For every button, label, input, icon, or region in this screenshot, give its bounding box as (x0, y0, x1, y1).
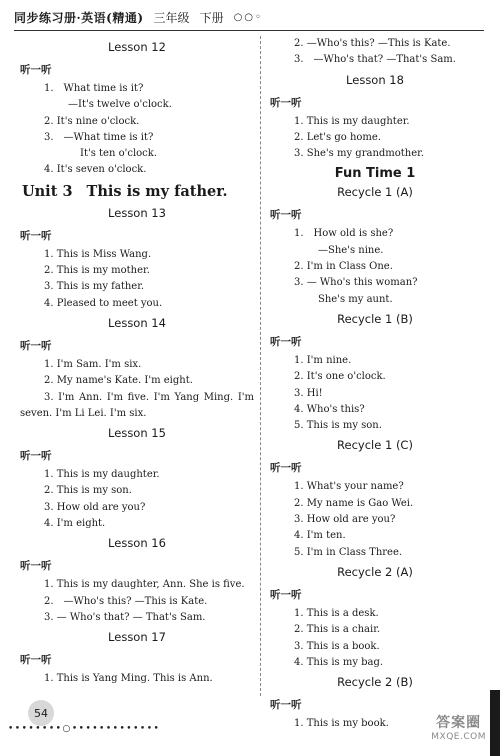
list-item: 3. — Who's this woman? (294, 277, 418, 289)
watermark-url: MXQE.COM (431, 732, 486, 742)
listen-label: 听一听 (20, 654, 52, 667)
list-item: 4. Pleased to meet you. (44, 297, 163, 309)
lesson-17-title: Lesson 17 (108, 630, 166, 645)
list-item: 3. Hi! (294, 387, 323, 399)
page-header (14, 4, 484, 31)
list-item: 1. This is my daughter. (44, 469, 160, 481)
list-item: 2. This is a chair. (294, 624, 381, 636)
grade-label: 三年级 (153, 10, 190, 25)
column-divider (260, 36, 261, 696)
list-item: 2. This is my mother. (44, 265, 150, 277)
list-item: It's ten o'clock. (80, 148, 158, 160)
list-item: —She's nine. (318, 244, 384, 256)
listen-label: 听一听 (270, 335, 302, 348)
list-item: 1. I'm Sam. I'm six. (44, 358, 142, 370)
list-item: 2. This is my son. (44, 485, 132, 497)
listen-label: 听一听 (20, 339, 52, 352)
list-item: 4. This is my bag. (294, 656, 384, 668)
header-circles-icon: ○○◦ (233, 11, 263, 23)
page-number: 54 (28, 700, 54, 726)
list-item: 2. —Who's this? —This is Kate. (44, 595, 208, 607)
list-item: 1. This is Yang Ming. This is Ann. (44, 673, 213, 685)
listen-label: 听一听 (270, 588, 302, 601)
list-item: 4. I'm ten. (294, 530, 346, 542)
unit-number: Unit 3 (22, 182, 73, 200)
list-item: 3. How old are you? (44, 501, 146, 513)
listen-label: 听一听 (270, 96, 302, 109)
list-item: 3. This is my father. (44, 281, 145, 293)
recycle-1c-title: Recycle 1 (C) (337, 438, 413, 453)
list-item: 1. This is my daughter, Ann. She is five. (44, 579, 245, 591)
footer-dots-decoration: ••••••••○••••••••••••• (8, 724, 161, 734)
recycle-2b-title: Recycle 2 (B) (337, 675, 413, 690)
list-item: 1. What's your name? (294, 481, 404, 493)
list-item: 2. Let's go home. (294, 131, 381, 143)
list-item: 2. My name's Kate. I'm eight. (44, 375, 193, 387)
right-column (270, 36, 480, 732)
list-item: She's my aunt. (318, 293, 393, 305)
list-item: 2. My name is Gao Wei. (294, 497, 414, 509)
watermark-text: 答案圈 (436, 715, 482, 731)
list-item: 5. This is my son. (294, 420, 382, 432)
page-footer (8, 700, 188, 734)
list-item: —It's twelve o'clock. (68, 99, 172, 111)
list-item: 1. This is a desk. (294, 607, 379, 619)
left-column (20, 36, 254, 688)
list-item: 1. This is my daughter. (294, 115, 410, 127)
list-item: 3. —Who's that? —That's Sam. (294, 54, 456, 66)
listen-label: 听一听 (270, 699, 302, 712)
list-item: 3. This is a book. (294, 640, 380, 652)
fun-time-heading: Fun Time 1 (334, 166, 416, 182)
listen-label: 听一听 (270, 462, 302, 475)
listen-label: 听一听 (270, 209, 302, 222)
listen-label: 听一听 (20, 64, 52, 76)
list-item: 3. How old are you? (294, 514, 396, 526)
list-item: 2. —Who's this? —This is Kate. (294, 38, 451, 49)
recycle-1b-title: Recycle 1 (B) (337, 311, 413, 326)
book-title: 同步练习册·英语(精通) (14, 10, 144, 25)
recycle-2a-title: Recycle 2 (A) (337, 564, 413, 579)
list-item: 5. I'm in Class Three. (294, 546, 403, 558)
listen-label: 听一听 (20, 450, 52, 463)
lesson-15-title: Lesson 15 (108, 426, 166, 441)
lesson-14-title: Lesson 14 (108, 315, 166, 330)
list-item: 3. — Who's that? — That's Sam. (44, 611, 206, 623)
list-item: 1. What time is it? (44, 83, 144, 94)
list-item: 3. I'm Ann. I'm five. I'm Yang Ming. I'm seven. I'm Li Lei. I'm six. (20, 391, 254, 419)
list-item: 4. It's seven o'clock. (44, 164, 147, 176)
watermark-logo (431, 712, 486, 742)
unit-title: This is my father. (86, 182, 228, 200)
lesson-13-title: Lesson 13 (108, 205, 166, 220)
lesson-12-title: Lesson 12 (108, 40, 166, 54)
list-item: 1. How old is she? (294, 228, 394, 240)
list-item: 1. This is my book. (294, 718, 389, 730)
lesson-16-title: Lesson 16 (108, 536, 166, 551)
list-item: 3. —What time is it? (44, 131, 154, 143)
recycle-1a-title: Recycle 1 (A) (337, 185, 413, 200)
volume-label: 下册 (199, 10, 224, 25)
lesson-18-title: Lesson 18 (346, 72, 404, 87)
list-item: 4. I'm eight. (44, 518, 106, 530)
list-item: 2. It's one o'clock. (294, 371, 386, 383)
list-item: 2. It's nine o'clock. (44, 115, 140, 127)
list-item: 4. Who's this? (294, 403, 365, 415)
listen-label: 听一听 (20, 229, 52, 242)
page-spine-edge (490, 690, 500, 756)
unit-3-heading (22, 183, 254, 200)
list-item: 3. She's my grandmother. (294, 148, 425, 160)
list-item: 2. I'm in Class One. (294, 261, 393, 273)
list-item: 1. This is Miss Wang. (44, 248, 152, 260)
listen-label: 听一听 (20, 560, 52, 573)
list-item: 1. I'm nine. (294, 354, 352, 366)
